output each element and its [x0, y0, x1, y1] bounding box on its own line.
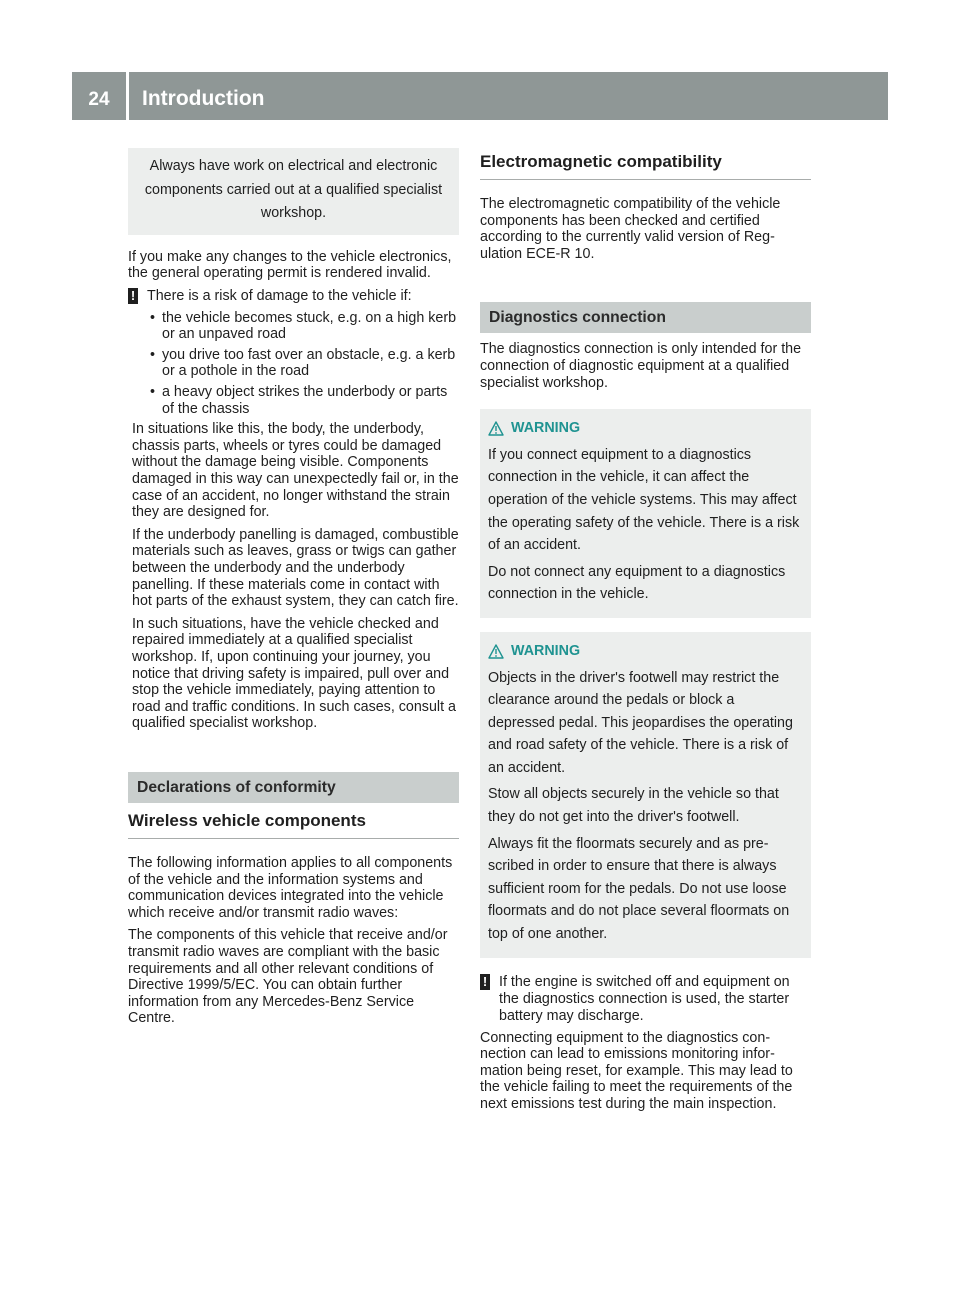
- warning-heading: WARNING: [488, 417, 803, 440]
- page-number: 24: [88, 89, 110, 110]
- warning-box-diagnostics: [480, 409, 811, 618]
- right-column: [480, 148, 811, 1119]
- warning-para: If you connect equipment to a diagnostics connection in the vehicle, it can affect the operation of the vehicle systems. This may affect the operating safety of the vehicle. There is a risk of an accident.: [488, 446, 800, 554]
- risk-para-2: If the underbody panelling is damaged, combustible materials such as leaves, grass or twigs can gather between the underbody and the underbody panelling. If these materials come in contact with hot parts of the exhaust system, they can catch fire.: [132, 526, 459, 610]
- warning-para: Objects in the driver's footwell may restrict the clearance around the pedals or block a depressed pedal. This jeopardises the operating and road safety of the vehicle. There is a risk of an accident.: [488, 669, 793, 776]
- list-item: • you drive too fast over an obstacle, e.g. a kerb or a pothole in the road: [147, 347, 459, 380]
- damage-risk-intro: There is a risk of damage to the vehicle if:: [147, 287, 412, 304]
- list-item: • the vehicle becomes stuck, e.g. on a high kerb or an unpaved road: [147, 310, 459, 343]
- left-column: [128, 148, 459, 1033]
- bullet-icon: •: [150, 384, 156, 401]
- bullet-icon: •: [150, 309, 156, 326]
- diagnostics-para: The diagnostics connection is only intended for the connection of diagnostic equipment at a qualified specialist workshop.: [480, 341, 802, 391]
- list-item: • a heavy object strikes the underbody or parts of the chassis: [147, 384, 459, 417]
- page-header: [72, 72, 888, 120]
- damage-risk-note: [128, 288, 459, 305]
- subsection-heading-emc: Electromagnetic compatibility: [480, 148, 811, 180]
- section-heading-declarations: Declarations of conformity: [128, 772, 459, 803]
- subsection-heading-wireless: Wireless vehicle components: [128, 803, 459, 839]
- exclamation-icon: !: [480, 974, 490, 990]
- warning-box-footwell: [480, 632, 811, 958]
- header-divider: [126, 72, 129, 120]
- risk-para-1: In situations like this, the body, the underbody, chassis parts, wheels or tyres could be damaged without the damage being visible. Components damaged in this way can unexpectedly fail or, in the case of an accident, no longer withstand the strain they are designed for.: [132, 421, 459, 521]
- risk-para-3: In such situations, have the vehicle checked and repaired immediately at a qualified specialist workshop. If, upon continuing your journey, you notice that driving safety is impaired, pull over and stop the vehicle immediately, paying attention to road and traffic conditions. In such cases, consult a qualified specialist workshop.: [132, 615, 456, 732]
- warning-para: Do not connect any equipment to a diagnostics connection in the vehicle.: [488, 563, 786, 603]
- section-heading-diagnostics: Diagnostics connection: [480, 302, 811, 333]
- emc-para: The electromagnetic compatibility of the vehicle components has been checked and certified according to the currently valid version of Regulation ECE-R 10.: [480, 196, 781, 262]
- wireless-para-1: The following information applies to all components of the vehicle and the information systems and communication devices integrated into the vehicle which receive and/or transmit radio waves:: [128, 854, 453, 921]
- battery-discharge-note: ! If the engine is switched off and equipment on the diagnostics connection is used, the starter battery may discharge.: [480, 974, 811, 1025]
- wireless-para-2: The components of this vehicle that receive and/or transmit radio waves are compliant with the basic requirements and all other relevant conditions of Directive 1999/5/EC. You can obtain further information from any Mercedes-Benz Service Centre.: [128, 927, 448, 1027]
- elec-changes-para: If you make any changes to the vehicle electronics, the general operating permit is rendered invalid.: [128, 248, 452, 282]
- damage-risk-list: [147, 310, 459, 418]
- exclamation-icon: !: [128, 288, 138, 304]
- warning-triangle-icon: [488, 644, 504, 659]
- emissions-para: Connecting equipment to the diagnostics connection can lead to emissions monitoring information being reset, for example. This may lead to the vehicle failing to meet the requirements of the next emissions test during the main inspection.: [480, 1029, 793, 1112]
- chapter-title: Introduction: [142, 87, 265, 110]
- warning-para: Stow all objects securely in the vehicle so that they do not get into the driver's footwell.: [488, 786, 779, 826]
- workshop-note: Always have work on electrical and electronic components carried out at a qualified specialist workshop.: [128, 148, 459, 235]
- warning-heading: WARNING: [488, 640, 803, 663]
- warning-para: Always fit the floormats securely and as prescribed in order to ensure that there is always sufficient room for the pedals. Do not use loose floormats and do not place several floormats on top of one another.: [488, 835, 790, 943]
- warning-triangle-icon: [488, 421, 504, 436]
- bullet-icon: •: [150, 346, 156, 363]
